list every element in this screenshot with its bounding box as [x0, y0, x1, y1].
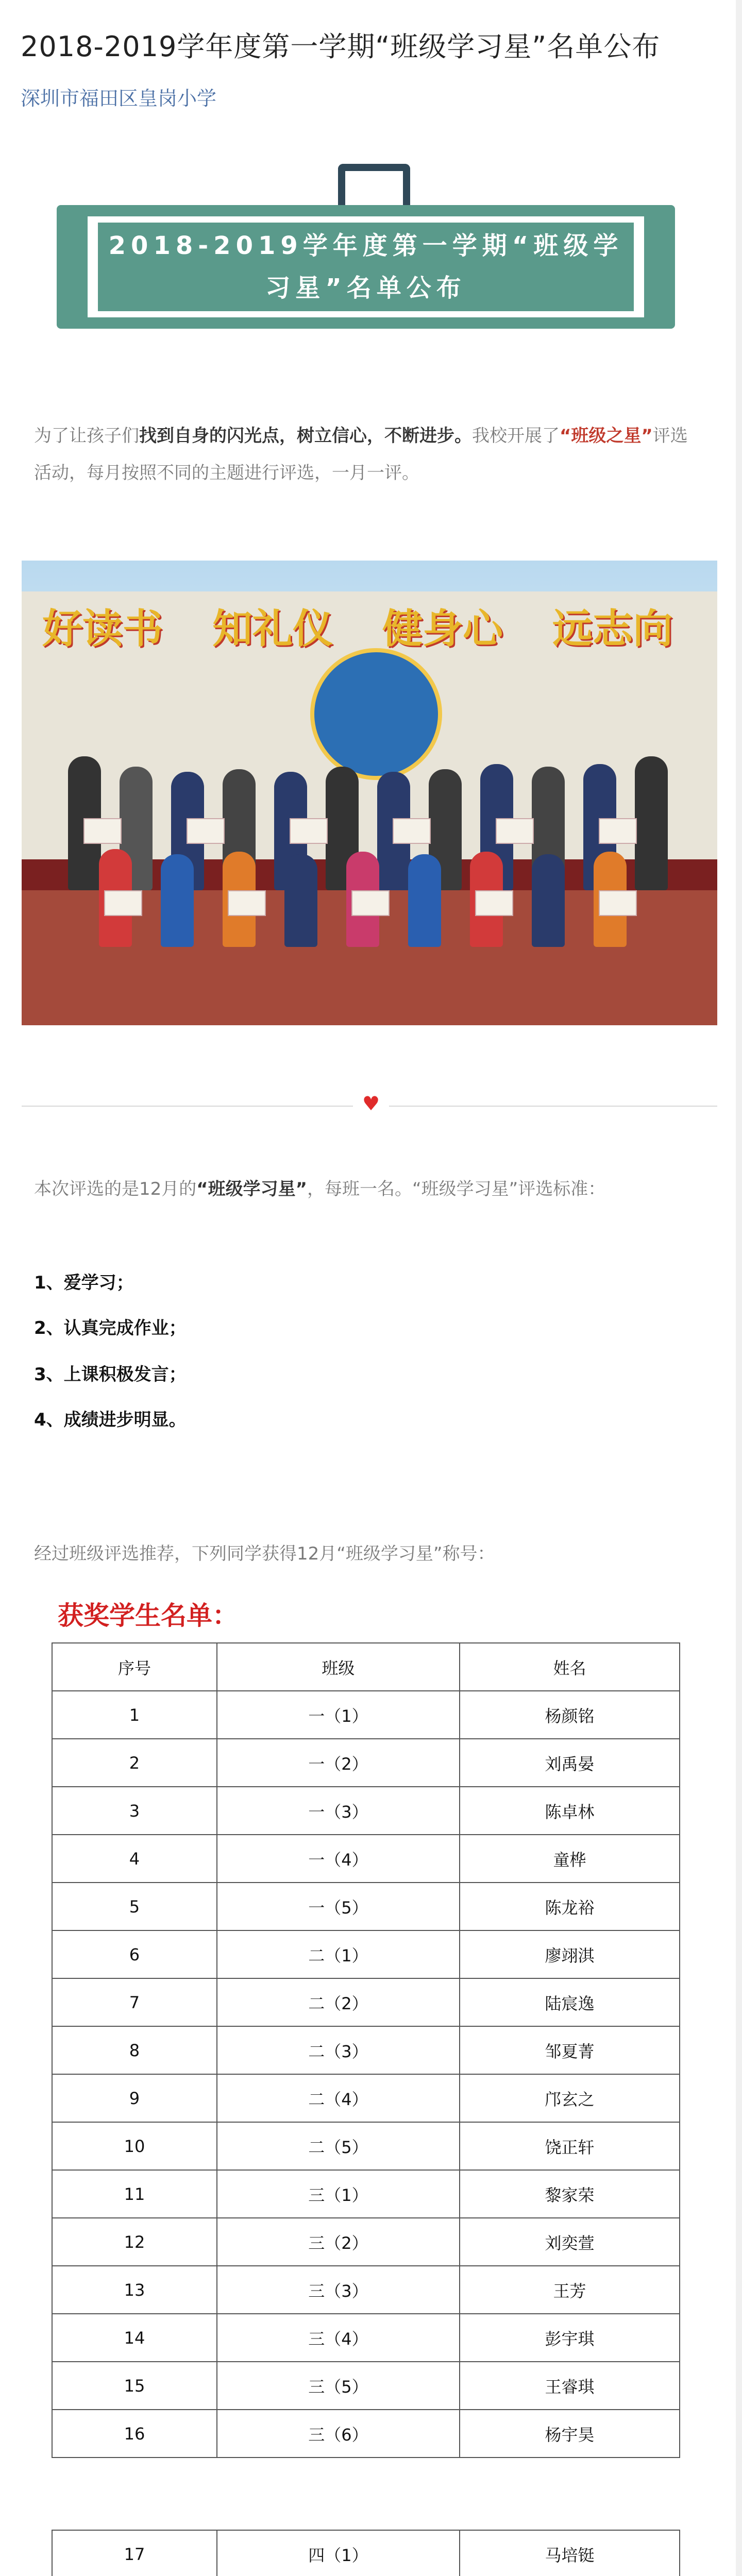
slogan-3: 健身心 [382, 606, 503, 652]
criteria-item: 2、认真完成作业； [34, 1318, 187, 1338]
cell-index: 5 [52, 1883, 217, 1930]
cell-index: 13 [52, 2266, 217, 2314]
cell-name: 王睿琪 [460, 2362, 680, 2410]
certificate [351, 890, 390, 916]
cell-index: 6 [52, 1930, 217, 1978]
cell-class: 三（6） [217, 2410, 460, 2458]
cell-class: 二（1） [217, 1930, 460, 1978]
cell-index: 15 [52, 2362, 217, 2410]
intro-paragraph [34, 417, 704, 492]
winners-table-1-body [52, 1691, 680, 2458]
intro-text-bold: 找到自身的闪光点，树立信心，不断进步。 [139, 426, 472, 446]
cell-name: 黎家荣 [460, 2170, 680, 2218]
certificate [475, 890, 513, 916]
table-row [52, 1883, 680, 1930]
cell-class: 三（5） [217, 2362, 460, 2410]
certificate [599, 890, 637, 916]
cell-name: 杨颜铭 [460, 1691, 680, 1739]
certificate [228, 890, 266, 916]
table-row [52, 1978, 680, 2026]
cell-name: 彭宇琪 [460, 2314, 680, 2362]
criteria-item: 1、爱学习； [34, 1273, 134, 1293]
cell-index: 2 [52, 1739, 217, 1787]
table-row [52, 1787, 680, 1835]
cell-name: 杨宇昊 [460, 2410, 680, 2458]
cell-name: 廖翊淇 [460, 1930, 680, 1978]
winners-heading: 获奖学生名单： [58, 1601, 238, 1631]
cell-index: 1 [52, 1691, 217, 1739]
student-figure [532, 854, 565, 947]
cell-class: 三（1） [217, 2170, 460, 2218]
slogan-4: 远志向 [552, 606, 673, 652]
winners-table-2 [52, 2530, 680, 2576]
table-row [52, 2122, 680, 2170]
table-row [52, 2170, 680, 2218]
intro-text-c: 我校开展了 [472, 426, 560, 446]
cell-name: 邝玄之 [460, 2074, 680, 2122]
heart-icon: ♥ [353, 1092, 389, 1115]
table-row [52, 1691, 680, 1739]
banner-line-2: 习星”名单公布 [265, 274, 466, 302]
intro-text-a: 为了让孩子们 [34, 426, 139, 446]
cell-name: 刘奕萱 [460, 2218, 680, 2266]
cell-class: 四（1） [217, 2530, 460, 2576]
cell-class: 二（3） [217, 2026, 460, 2074]
criteria-text-a: 本次评选的是12月的 [34, 1179, 197, 1199]
cell-name: 刘禹晏 [460, 1739, 680, 1787]
cell-index: 14 [52, 2314, 217, 2362]
criteria-text-c: ，每班一名。“班级学习星”评选标准： [307, 1179, 606, 1199]
cell-index: 17 [52, 2530, 217, 2576]
cell-name: 陈龙裕 [460, 1883, 680, 1930]
scrollbar[interactable] [736, 0, 742, 2576]
criteria-text-bold: “班级学习星” [196, 1179, 307, 1199]
certificate [496, 818, 534, 844]
criteria-item: 3、上课积极发言； [34, 1364, 187, 1385]
table-row [52, 2074, 680, 2122]
intro-text-e: 评选活动，每月按照不同的主题进行评选，一月一评。 [34, 426, 688, 483]
school-emblem-icon [310, 648, 442, 780]
table-row [52, 2314, 680, 2362]
cell-class: 三（3） [217, 2266, 460, 2314]
table-row [52, 2266, 680, 2314]
cell-class: 三（2） [217, 2218, 460, 2266]
table-row [52, 2410, 680, 2458]
cell-index: 3 [52, 1787, 217, 1835]
cell-index: 9 [52, 2074, 217, 2122]
cell-index: 12 [52, 2218, 217, 2266]
cell-name: 饶正轩 [460, 2122, 680, 2170]
student-figure [161, 854, 194, 947]
slogan-2: 知礼仪 [212, 606, 333, 652]
cell-class: 一（3） [217, 1787, 460, 1835]
cell-index: 8 [52, 2026, 217, 2074]
table-row [52, 1930, 680, 1978]
banner-line-1: 2018-2019学年度第一学期“班级学 [108, 231, 623, 260]
page-title: 2018-2019学年度第一学期“班级学习星”名单公布 [21, 30, 661, 63]
student-figure [408, 854, 441, 947]
winners-table-1 [52, 1642, 680, 2458]
criteria-paragraph [34, 1171, 704, 1208]
cell-name: 马培铤 [460, 2530, 680, 2576]
certificate [104, 890, 142, 916]
cell-index: 7 [52, 1978, 217, 2026]
certificate [187, 818, 225, 844]
cell-index: 11 [52, 2170, 217, 2218]
slogan-1: 好读书 [42, 606, 163, 652]
winners-table-2-body [52, 2530, 680, 2576]
certificate [599, 818, 637, 844]
table-row [52, 2530, 680, 2576]
cell-class: 三（4） [217, 2314, 460, 2362]
cell-index: 16 [52, 2410, 217, 2458]
cell-class: 二（4） [217, 2074, 460, 2122]
cell-index: 4 [52, 1835, 217, 1883]
certificate [83, 818, 122, 844]
cell-name: 陆宸逸 [460, 1978, 680, 2026]
cell-name: 王芳 [460, 2266, 680, 2314]
cell-class: 一（1） [217, 1691, 460, 1739]
cell-class: 二（2） [217, 1978, 460, 2026]
divider-heart-wrap [0, 1092, 742, 1115]
column-header-name: 姓名 [460, 1643, 680, 1691]
table-row [52, 1739, 680, 1787]
cell-class: 一（4） [217, 1835, 460, 1883]
group-photo [22, 561, 717, 1025]
source-link[interactable]: 深圳市福田区皇岗小学 [21, 87, 217, 110]
table-row [52, 1835, 680, 1883]
cell-class: 二（5） [217, 2122, 460, 2170]
cell-name: 邹夏菁 [460, 2026, 680, 2074]
table-row [52, 2218, 680, 2266]
student-figure [284, 854, 317, 947]
certificate [290, 818, 328, 844]
cell-class: 一（2） [217, 1739, 460, 1787]
table-header-row [52, 1643, 680, 1691]
column-header-class: 班级 [217, 1643, 460, 1691]
intro-text-highlight: “班级之星” [560, 426, 653, 446]
table-row [52, 2026, 680, 2074]
banner-title [98, 223, 634, 311]
recommend-paragraph: 经过班级评选推荐，下列同学获得12月“班级学习星”称号： [34, 1544, 495, 1564]
certificate [393, 818, 431, 844]
student-figure [635, 756, 668, 890]
cell-name: 陈卓林 [460, 1787, 680, 1835]
criteria-item: 4、成绩进步明显。 [34, 1410, 187, 1430]
cell-name: 童桦 [460, 1835, 680, 1883]
cell-class: 一（5） [217, 1883, 460, 1930]
table-row [52, 2362, 680, 2410]
column-header-index: 序号 [52, 1643, 217, 1691]
cell-index: 10 [52, 2122, 217, 2170]
